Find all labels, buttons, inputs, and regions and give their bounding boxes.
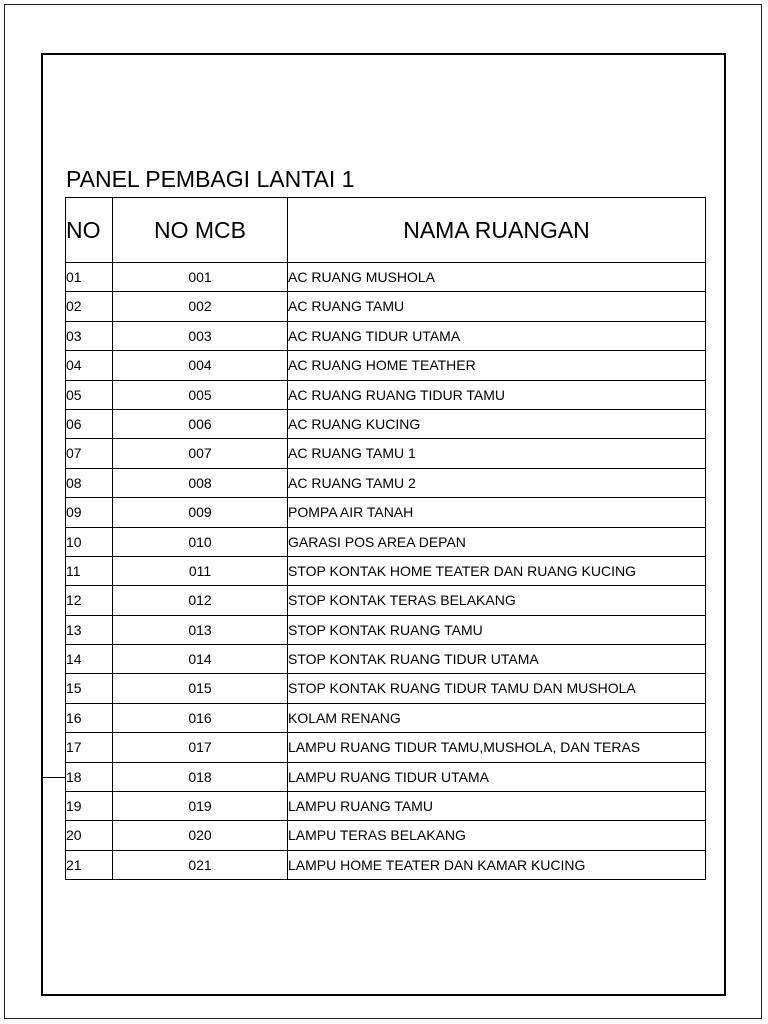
- table-row: [66, 850, 706, 879]
- table-row: [66, 586, 706, 615]
- row-room-name: LAMPU RUANG TIDUR UTAMA: [288, 762, 706, 791]
- row-number: 01: [66, 263, 113, 292]
- row-mcb-number: 013: [113, 615, 288, 644]
- row-room-name: AC RUANG RUANG TIDUR TAMU: [288, 380, 706, 409]
- row-mcb-number: 001: [113, 263, 288, 292]
- row-number: 13: [66, 615, 113, 644]
- table-row: [66, 703, 706, 732]
- row-room-name: AC RUANG TAMU 2: [288, 468, 706, 497]
- row-room-name: AC RUANG KUCING: [288, 409, 706, 438]
- row-mcb-number: 003: [113, 321, 288, 350]
- row-number: 06: [66, 409, 113, 438]
- row-room-name: AC RUANG TAMU: [288, 292, 706, 321]
- row-room-name: LAMPU TERAS BELAKANG: [288, 821, 706, 850]
- row-room-name: STOP KONTAK RUANG TIDUR TAMU DAN MUSHOLA: [288, 674, 706, 703]
- row-room-name: AC RUANG HOME TEATHER: [288, 351, 706, 380]
- table-row: [66, 645, 706, 674]
- table-row: [66, 674, 706, 703]
- table-row: [66, 321, 706, 350]
- row-mcb-number: 008: [113, 468, 288, 497]
- table-header-row: [66, 198, 706, 263]
- row-mcb-number: 002: [113, 292, 288, 321]
- row-number: 11: [66, 556, 113, 585]
- row-mcb-number: 004: [113, 351, 288, 380]
- row-room-name: LAMPU HOME TEATER DAN KAMAR KUCING: [288, 850, 706, 879]
- table-row: [66, 439, 706, 468]
- panel-table: [65, 197, 706, 880]
- row-number: 17: [66, 733, 113, 762]
- row-room-name: KOLAM RENANG: [288, 703, 706, 732]
- frame-tick-mark: [41, 777, 65, 778]
- table-row: [66, 468, 706, 497]
- row-room-name: STOP KONTAK RUANG TAMU: [288, 615, 706, 644]
- table-row: [66, 380, 706, 409]
- row-number: 04: [66, 351, 113, 380]
- row-room-name: AC RUANG MUSHOLA: [288, 263, 706, 292]
- row-number: 02: [66, 292, 113, 321]
- row-mcb-number: 011: [113, 556, 288, 585]
- row-number: 14: [66, 645, 113, 674]
- row-number: 08: [66, 468, 113, 497]
- header-room-name: NAMA RUANGAN: [288, 198, 706, 263]
- row-room-name: STOP KONTAK RUANG TIDUR UTAMA: [288, 645, 706, 674]
- row-room-name: AC RUANG TAMU 1: [288, 439, 706, 468]
- row-number: 18: [66, 762, 113, 791]
- row-number: 09: [66, 498, 113, 527]
- table-row: [66, 821, 706, 850]
- table-row: [66, 615, 706, 644]
- header-mcb: NO MCB: [113, 198, 288, 263]
- row-mcb-number: 012: [113, 586, 288, 615]
- row-room-name: LAMPU RUANG TIDUR TAMU,MUSHOLA, DAN TERAS: [288, 733, 706, 762]
- row-number: 21: [66, 850, 113, 879]
- row-number: 19: [66, 792, 113, 821]
- table-row: [66, 762, 706, 791]
- table-row: [66, 792, 706, 821]
- row-mcb-number: 014: [113, 645, 288, 674]
- row-number: 05: [66, 380, 113, 409]
- row-mcb-number: 010: [113, 527, 288, 556]
- row-number: 12: [66, 586, 113, 615]
- page-title: PANEL PEMBAGI LANTAI 1: [66, 166, 355, 192]
- table-body: [66, 263, 706, 880]
- row-number: 03: [66, 321, 113, 350]
- row-room-name: POMPA AIR TANAH: [288, 498, 706, 527]
- row-mcb-number: 009: [113, 498, 288, 527]
- header-no: NO: [66, 198, 113, 263]
- row-mcb-number: 021: [113, 850, 288, 879]
- table-row: [66, 263, 706, 292]
- row-mcb-number: 020: [113, 821, 288, 850]
- row-mcb-number: 019: [113, 792, 288, 821]
- row-number: 16: [66, 703, 113, 732]
- row-room-name: AC RUANG TIDUR UTAMA: [288, 321, 706, 350]
- table-row: [66, 409, 706, 438]
- table-row: [66, 556, 706, 585]
- table-row: [66, 498, 706, 527]
- row-mcb-number: 016: [113, 703, 288, 732]
- row-mcb-number: 017: [113, 733, 288, 762]
- row-mcb-number: 005: [113, 380, 288, 409]
- row-room-name: STOP KONTAK HOME TEATER DAN RUANG KUCING: [288, 556, 706, 585]
- row-mcb-number: 007: [113, 439, 288, 468]
- row-number: 10: [66, 527, 113, 556]
- row-number: 20: [66, 821, 113, 850]
- row-mcb-number: 006: [113, 409, 288, 438]
- row-mcb-number: 015: [113, 674, 288, 703]
- table-row: [66, 292, 706, 321]
- row-room-name: STOP KONTAK TERAS BELAKANG: [288, 586, 706, 615]
- table-row: [66, 351, 706, 380]
- row-number: 15: [66, 674, 113, 703]
- row-room-name: LAMPU RUANG TAMU: [288, 792, 706, 821]
- row-mcb-number: 018: [113, 762, 288, 791]
- table-row: [66, 733, 706, 762]
- table-row: [66, 527, 706, 556]
- row-number: 07: [66, 439, 113, 468]
- row-room-name: GARASI POS AREA DEPAN: [288, 527, 706, 556]
